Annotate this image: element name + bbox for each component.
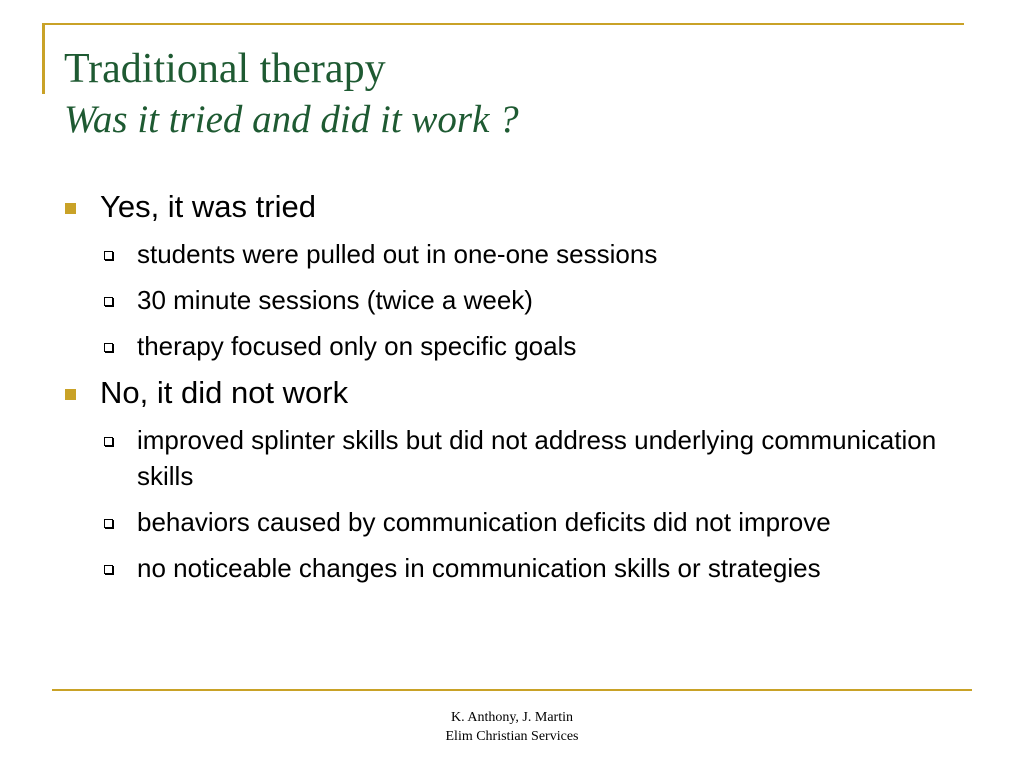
gold-square-bullet-icon	[65, 203, 76, 214]
title-block	[64, 44, 964, 146]
footer-organization: Elim Christian Services	[445, 729, 579, 744]
sub-bullet-item	[62, 328, 982, 364]
footer-authors: K. Anthony, J. Martin	[451, 710, 573, 725]
sub-bullet-text: improved splinter skills but did not address underlying communication skills	[137, 425, 937, 491]
hollow-square-bullet-icon	[104, 519, 113, 528]
footer	[412, 708, 612, 746]
slide-subtitle: Was it tried and did it work ?	[64, 98, 519, 141]
hollow-square-bullet-icon	[104, 565, 113, 574]
sub-bullet-item	[62, 550, 982, 586]
sub-bullet-text: behaviors caused by communication deficits did not improve	[137, 507, 831, 537]
bullet-content	[62, 188, 982, 596]
sub-bullet-text: 30 minute sessions (twice a week)	[137, 285, 533, 315]
bullet-item	[62, 374, 982, 412]
left-frame-rule	[42, 23, 45, 94]
sub-bullet-item	[62, 236, 982, 272]
sub-bullet-item	[62, 422, 982, 494]
top-frame-rule	[43, 23, 964, 25]
bullet-text: No, it did not work	[100, 375, 349, 410]
sub-bullet-text: therapy focused only on specific goals	[137, 331, 577, 361]
sub-bullet-item	[62, 282, 982, 318]
sub-bullet-text: students were pulled out in one-one sessions	[137, 239, 658, 269]
bottom-rule	[52, 689, 972, 691]
bullet-text: Yes, it was tried	[100, 189, 316, 224]
hollow-square-bullet-icon	[104, 251, 113, 260]
hollow-square-bullet-icon	[104, 343, 113, 352]
hollow-square-bullet-icon	[104, 437, 113, 446]
slide-title: Traditional therapy	[64, 46, 386, 92]
sub-bullet-item	[62, 504, 982, 540]
hollow-square-bullet-icon	[104, 297, 113, 306]
bullet-item	[62, 188, 982, 226]
sub-bullet-text: no noticeable changes in communication skills or strategies	[137, 553, 821, 583]
gold-square-bullet-icon	[65, 389, 76, 400]
